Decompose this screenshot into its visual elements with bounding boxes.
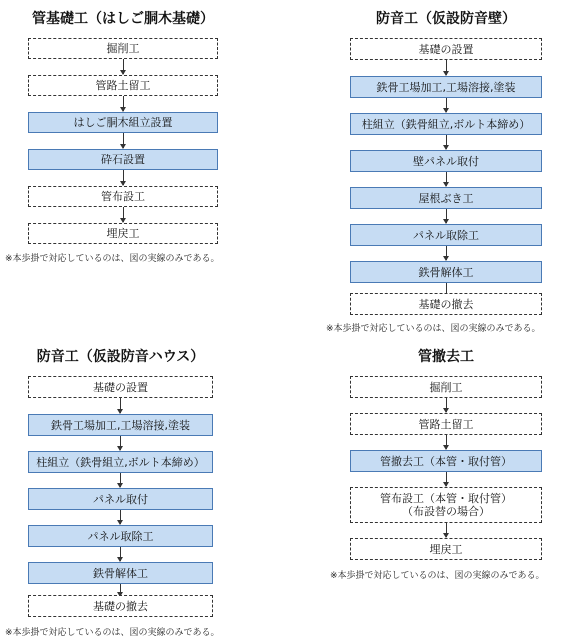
flow-arrow [120,547,121,561]
flow-step [28,414,213,436]
step-label: 掘削工 [429,380,463,394]
flow-step [28,112,218,133]
flow-arrow [446,472,447,486]
flow-panel-noise-house [28,340,213,625]
step-label: 管路土留工 [418,417,474,431]
flow-step [28,595,213,617]
flow-step [28,451,213,473]
flow-arrow [123,170,124,185]
flow-step [350,538,542,560]
step-label: 管布設工（本管・取付管） [380,492,512,505]
step-label: 壁パネル取付 [413,154,479,168]
step-label: パネル取除工 [413,228,479,242]
flow-arrow [123,207,124,222]
panel-title: 管撤去工 [418,349,474,365]
panel-title: 防音工（仮設防音ハウス） [36,349,205,365]
step-label: パネル取付 [93,492,148,506]
flow-arrow [446,209,447,223]
flow-arrow [446,435,447,449]
flow-arrow [446,172,447,186]
flow-panel-pipe-foundation [28,0,218,270]
flow-step [350,187,542,209]
step-label: 屋根ぶき工 [418,191,474,205]
step-label: 鉄骨工場加工,工場溶接,塗装 [376,80,516,94]
flow-step [350,150,542,172]
footnote: ※本歩掛で対応しているのは、図の実線のみである。 [5,254,220,264]
flow-step [28,75,218,96]
flow-arrow [446,135,447,149]
step-label: 基礎の設置 [93,380,148,394]
flow-step [350,376,542,398]
flow-panel-pipe-removal [350,340,542,570]
flow-arrow [446,523,447,537]
panel-title: 管基礎工（はしご胴木基礎） [32,11,214,27]
step-label: 鉄骨解体工 [93,566,148,580]
step-label: はしご胴木組立設置 [73,116,173,129]
flow-step [28,562,213,584]
flow-step [28,525,213,547]
flow-arrow [120,510,121,524]
step-label: 管布設工 [101,190,145,203]
footnote: ※本歩掛で対応しているのは、図の実線のみである。 [330,571,545,581]
step-sublabel: （布設替の場合） [402,505,490,518]
step-label: 基礎の撤去 [418,297,474,311]
step-label: 柱組立（鉄骨組立,ボルト本締め） [361,117,531,131]
flow-step [28,149,218,170]
flow-arrow [120,436,121,450]
flow-arrow [123,59,124,74]
flow-step [28,223,218,244]
step-label: 管路土留工 [95,79,151,92]
step-label: 鉄骨解体工 [418,265,474,279]
flow-arrow [446,60,447,75]
flow-step [350,261,542,283]
footnote: ※本歩掛で対応しているのは、図の実線のみである。 [326,324,541,334]
flow-step [350,413,542,435]
flow-step [350,487,542,523]
step-label: パネル取除工 [87,529,154,543]
flow-step [350,224,542,246]
step-label: 埋戻工 [106,227,140,240]
flow-step [28,38,218,59]
flow-arrow [123,133,124,148]
flow-arrow [446,398,447,412]
step-label: 管撤去工（本管・取付管） [380,454,512,468]
flow-step [350,113,542,135]
step-label: 砕石設置 [101,153,145,166]
flow-step [28,488,213,510]
flow-step [350,450,542,472]
step-label: 鉄骨工場加工,工場溶接,塗装 [51,418,190,432]
flow-step [350,38,542,60]
flow-arrow [446,246,447,260]
step-label: 基礎の設置 [418,42,474,56]
flow-arrow [123,96,124,111]
flow-arrow [120,398,121,413]
step-label: 基礎の撤去 [93,599,148,613]
flow-panel-noise-wall [350,0,542,330]
step-label: 柱組立（鉄骨組立,ボルト本締め） [36,455,205,469]
step-label: 掘削工 [106,42,140,55]
footnote: ※本歩掛で対応しているのは、図の実線のみである。 [5,628,220,638]
panel-title: 防音工（仮設防音壁） [376,11,516,27]
flow-step [28,376,213,398]
flow-step [350,293,542,315]
flow-step [350,76,542,98]
flow-arrow [446,98,447,112]
flow-arrow [120,473,121,487]
step-label: 埋戻工 [429,542,463,556]
flow-step [28,186,218,207]
